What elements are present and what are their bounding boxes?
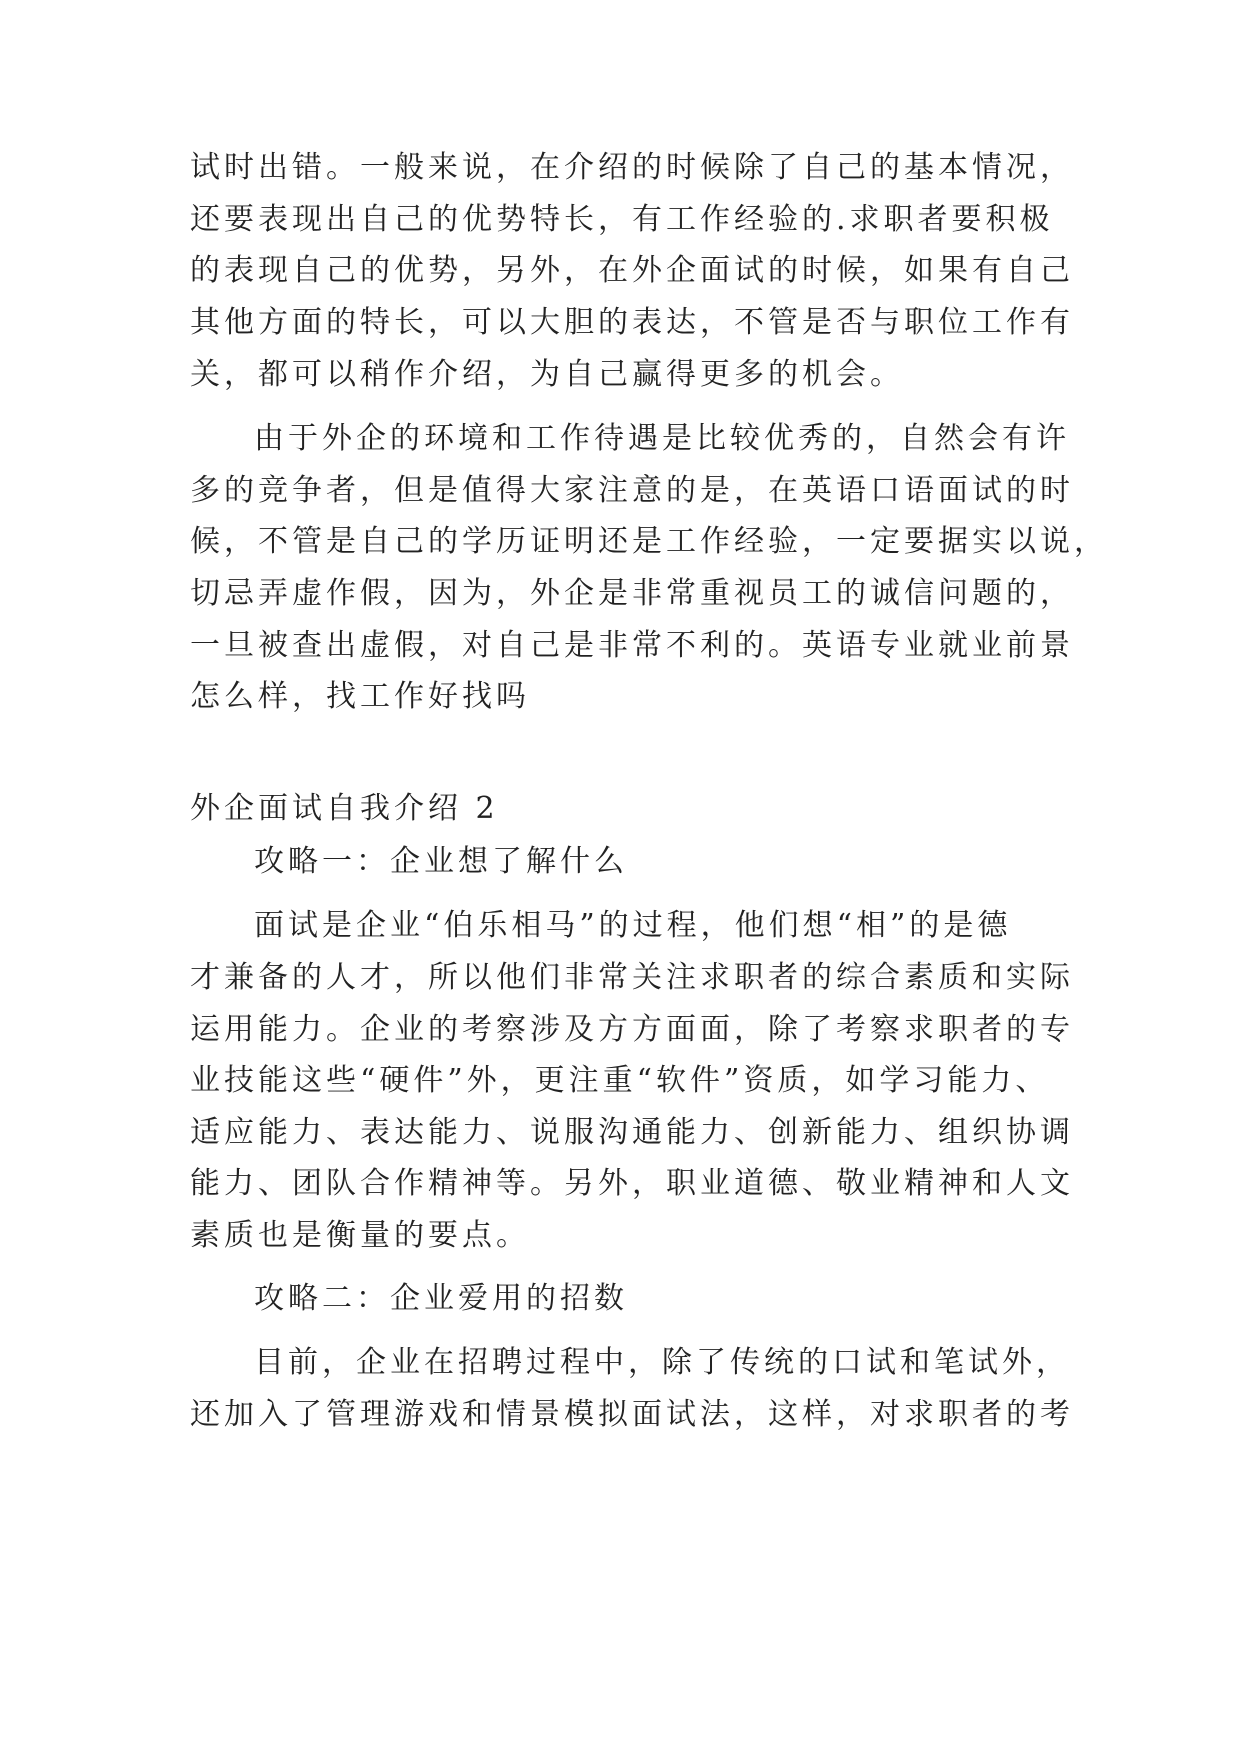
text-line: 候，不管是自己的学历证明还是工作经验，一定要据实以说，: [190, 524, 1108, 559]
text-line: 才兼备的人才，所以他们非常关注求职者的综合素质和实际: [190, 960, 1074, 995]
text-line: 多的竞争者，但是值得大家注意的是，在英语口语面试的时: [190, 473, 1074, 508]
text-line: 一旦被查出虚假，对自己是非常不利的。英语专业就业前景: [190, 628, 1074, 663]
subheading: 攻略二：企业爱用的招数: [254, 1281, 628, 1316]
text-line: 还加入了管理游戏和情景模拟面试法，这样，对求职者的考: [190, 1397, 1074, 1432]
text-line: 关，都可以稍作介绍，为自己赢得更多的机会。: [190, 357, 904, 392]
text-line: 的表现自己的优势，另外，在外企面试的时候，如果有自己: [190, 253, 1074, 288]
text-line: 试时出错。一般来说，在介绍的时候除了自己的基本情况，: [190, 150, 1074, 185]
text-line: 其他方面的特长，可以大胆的表达，不管是否与职位工作有: [190, 305, 1074, 340]
text-line: 素质也是衡量的要点。: [190, 1218, 530, 1253]
text-line: 面试是企业“伯乐相马”的过程，他们想“相”的是德: [254, 908, 1012, 943]
text-line: 怎么样，找工作好找吗: [190, 679, 530, 714]
text-line: 切忌弄虚作假，因为，外企是非常重视员工的诚信问题的，: [190, 576, 1074, 611]
text-line: 由于外企的环境和工作待遇是比较优秀的，自然会有许: [254, 421, 1070, 456]
text-line: 能力、团队合作精神等。另外，职业道德、敬业精神和人文: [190, 1166, 1074, 1201]
text-line: 还要表现出自己的优势特长，有工作经验的.求职者要积极: [190, 202, 1054, 237]
text-line: 目前，企业在招聘过程中，除了传统的口试和笔试外，: [254, 1345, 1070, 1380]
text-line: 业技能这些“硬件”外，更注重“软件”资质，如学习能力、: [190, 1063, 1050, 1098]
text-line: 适应能力、表达能力、说服沟通能力、创新能力、组织协调: [190, 1115, 1074, 1150]
text-line: 运用能力。企业的考察涉及方方面面，除了考察求职者的专: [190, 1012, 1074, 1047]
subheading: 攻略一：企业想了解什么: [254, 844, 628, 879]
section-heading: 外企面试自我介绍 2: [190, 791, 499, 826]
